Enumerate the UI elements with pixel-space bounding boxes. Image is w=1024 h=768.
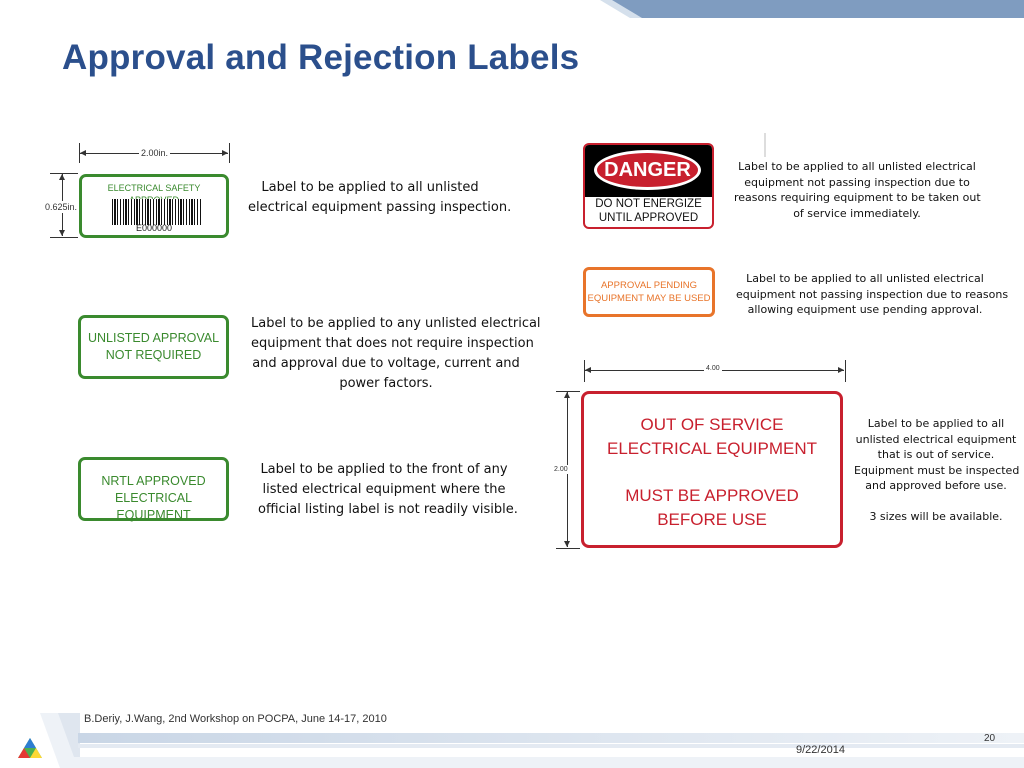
barcode-number: E000000	[135, 223, 173, 233]
danger-header-band	[585, 145, 712, 197]
logo-triangle-icon	[17, 737, 43, 759]
out-of-service-description: Label to be applied to all unlisted electrical equipment that is out of service. Equipment must be inspected and approved before use. 3 sizes will be available.	[854, 417, 1020, 523]
footer-text: B.Deriy, J.Wang, 2nd Workshop on POCPA, June 14-17, 2010	[84, 713, 387, 725]
safety-approved-description: Label to be applied to all unlisted electrical equipment passing inspection.	[248, 180, 512, 215]
top-decoration-band	[0, 0, 1024, 20]
out-of-service-label	[581, 391, 843, 548]
nrtl-approved-label: NRTL APPROVED ELECTRICAL EQUIPMENT	[78, 457, 229, 521]
unlisted-approval-description: Label to be applied to any unlisted electrical equipment that does not require inspection and approval due to voltage, current and power factors.	[251, 316, 541, 391]
sizes-note: 3 sizes will be available.	[869, 509, 1003, 523]
nrtl-approved-description: Label to be applied to the front of any listed electrical equipment where the official listing label is not readily visible.	[258, 462, 518, 517]
height-dimension-label: 2.00	[554, 466, 568, 473]
width-dimension-label: 4.00	[706, 365, 720, 372]
unlisted-approval-not-required-label: UNLISTED APPROVAL NOT REQUIRED	[78, 315, 229, 379]
danger-description: Label to be applied to all unlisted electrical equipment not passing inspection due to reasons requiring equipment to be taken out of service immediately.	[734, 160, 981, 220]
barcode-image	[112, 199, 202, 225]
approval-pending-description: Label to be applied to all unlisted electrical equipment not passing inspection due to reasons allowing equipment use pending approval.	[736, 272, 1009, 316]
out-of-service-line: OUT OF SERVICE	[640, 415, 784, 434]
divider-tick	[764, 133, 766, 157]
danger-oval	[594, 150, 701, 190]
electrical-safety-approved-label	[79, 174, 229, 238]
slide-title: Approval and Rejection Labels	[62, 38, 580, 77]
page-number: 20	[984, 733, 996, 744]
electrical-equipment-line: ELECTRICAL EQUIPMENT	[606, 439, 818, 458]
danger-label: DANGER DO NOT ENERGIZE UNTIL APPROVED	[583, 143, 714, 229]
height-dimension-label: 0.625in.	[45, 202, 78, 212]
before-use-line: BEFORE USE	[657, 510, 767, 529]
approval-pending-label: APPROVAL PENDING EQUIPMENT MAY BE USED	[583, 267, 715, 317]
footer-date: 9/22/2014	[796, 744, 845, 756]
width-dimension-label: 2.00in.	[141, 148, 169, 158]
label-text: ELECTRICAL SAFETY	[107, 183, 201, 193]
must-be-approved-line: MUST BE APPROVED	[625, 486, 799, 505]
danger-header-text: DANGER	[604, 159, 691, 181]
